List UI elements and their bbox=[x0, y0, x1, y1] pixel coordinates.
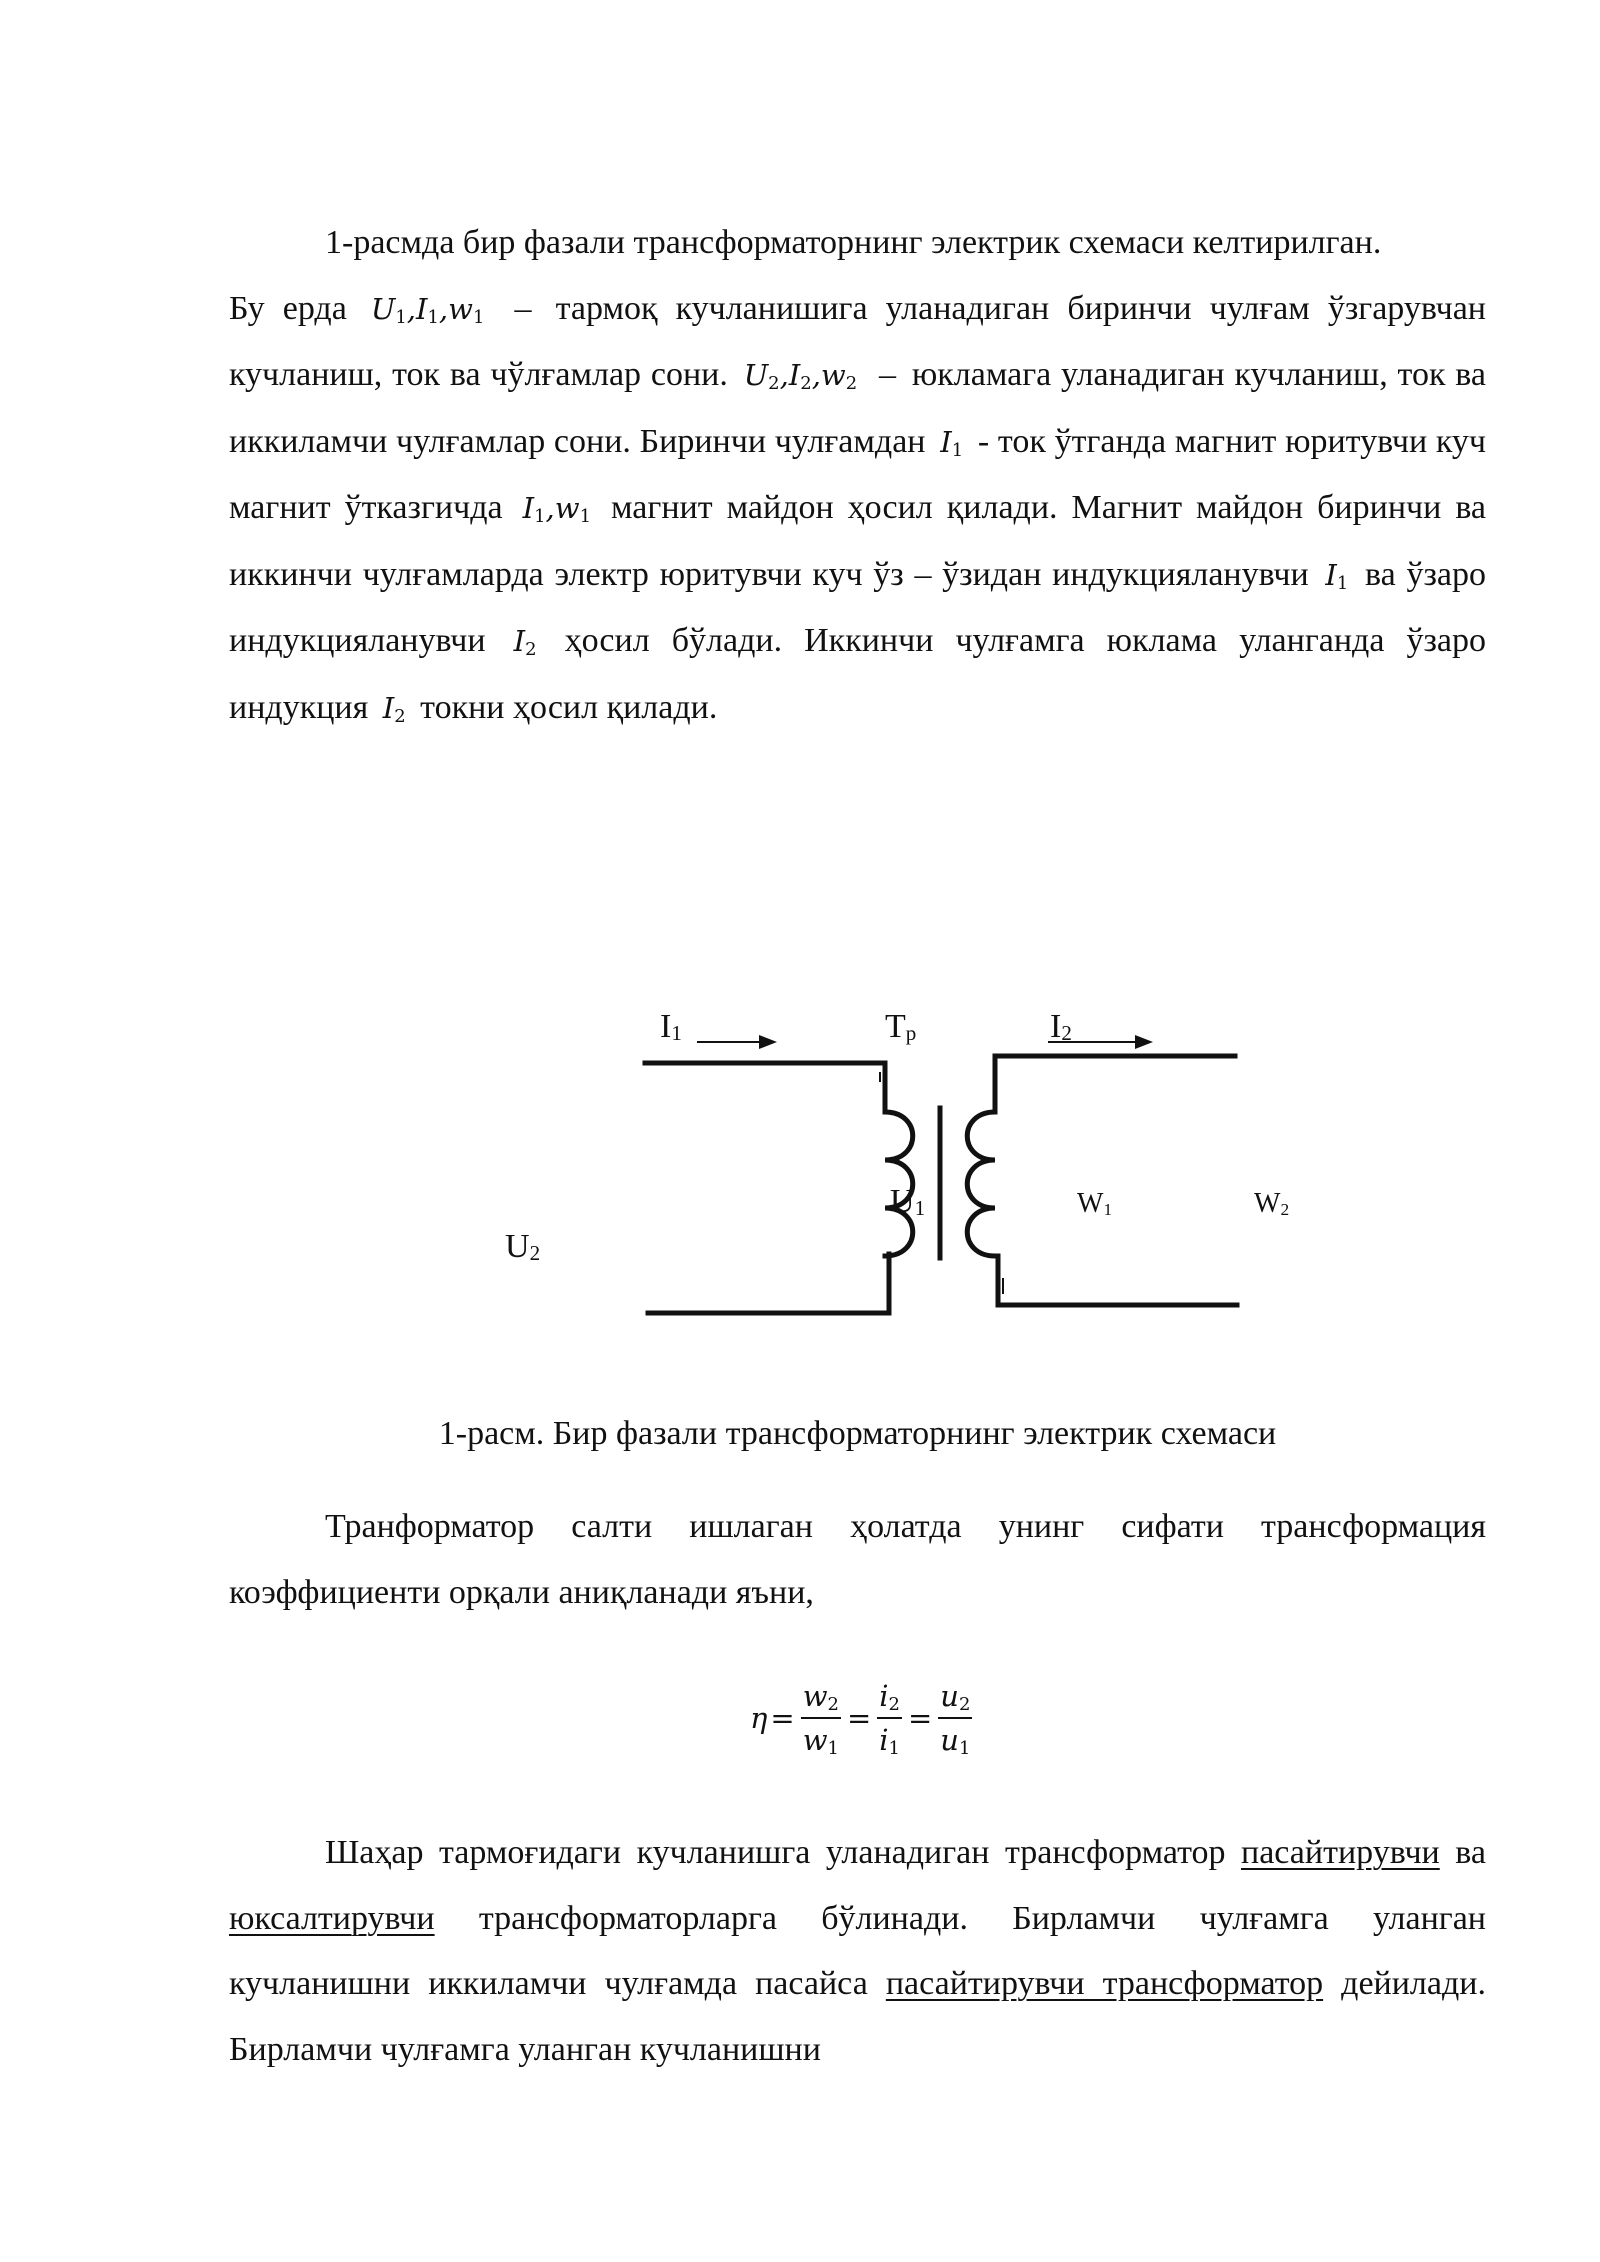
math-i2-a: $I_2$ bbox=[513, 624, 537, 660]
eq-equals-3: = bbox=[907, 1701, 933, 1735]
label-i2: $I_2$ bbox=[1050, 1008, 1072, 1045]
dash-1: – bbox=[514, 289, 532, 327]
paragraph-4 bbox=[229, 1820, 1486, 2082]
math-u2-i2-w2: $U_2,I_2,w_2$ bbox=[743, 358, 858, 394]
transformation-ratio-equation bbox=[750, 1668, 975, 1768]
p2-text-6: ва ўзаро индукцияланувчи bbox=[229, 555, 1486, 659]
math-i2-b: $I_2$ bbox=[382, 690, 406, 727]
arrow-i2-head bbox=[1135, 1035, 1153, 1049]
fraction-i: $\frac{i_2}{i_1}$ bbox=[879, 1679, 900, 1759]
p2-text-8: токни ҳосил қилади. bbox=[420, 688, 718, 726]
figure-caption: 1-расм. Бир фазали трансформаторнинг электрик схемаси bbox=[438, 1415, 1277, 1452]
eq-equals-1: = bbox=[770, 1701, 795, 1735]
label-u1: $U_1$ bbox=[890, 1183, 926, 1220]
math-u1-i1-w1: $U_1,I_1,w_1$ bbox=[370, 291, 485, 328]
link-step-up[interactable]: юксалтирувчи bbox=[229, 1899, 435, 1937]
p2-text-3: юкламага уланадиган кучланиш, ток ва иккиламчи чулғамлар сони. Биринчи чулғамдан bbox=[229, 356, 1486, 460]
p2-text-4: - ток ўтганда магнит юритувчи куч магнит ўтказгичда bbox=[229, 422, 1487, 526]
secondary-top-wire bbox=[995, 1056, 1235, 1112]
math-i1-b: $I_1$ bbox=[1325, 557, 1349, 594]
p2-text-7: ҳосил бўлади. Иккинчи чулғамга юклама уланганда ўзаро индукция bbox=[229, 622, 1487, 726]
p2-text-1: Бу ерда bbox=[229, 289, 347, 327]
p4-text-3: трансформаторларга бўлинади. Бирламчи чулғамга уланган кучланишни иккиламчи чулғамда пасайса bbox=[229, 1899, 1486, 2002]
fraction-w: $\frac{w_2}{w_1}$ bbox=[802, 1679, 839, 1759]
eq-eta: η bbox=[750, 1701, 768, 1735]
paragraph-1 bbox=[229, 210, 1486, 276]
paragraph-2 bbox=[229, 276, 1486, 742]
text-block-types bbox=[229, 1820, 1486, 2082]
math-i1-a: $I_1$ bbox=[940, 424, 964, 461]
text-block-intro bbox=[229, 210, 1486, 741]
dash-2: – bbox=[879, 356, 897, 393]
secondary-coil bbox=[967, 1112, 995, 1256]
math-i1-w1: $I_1,w_1$ bbox=[522, 491, 591, 527]
label-tp: $Т_р$ bbox=[885, 1008, 917, 1045]
primary-top-wire bbox=[645, 1063, 885, 1112]
p4-text-2: ва bbox=[1455, 1834, 1486, 1871]
paragraph-3 bbox=[229, 1494, 1486, 1625]
label-w1: $W_1$ bbox=[1077, 1188, 1113, 1219]
p4-text-4: дейилади. Бирламчи чулғамга уланган кучланишни bbox=[229, 1965, 1486, 2068]
label-i1: $I_1$ bbox=[660, 1008, 682, 1045]
secondary-bottom-wire bbox=[998, 1256, 1237, 1305]
eq-equals-2: = bbox=[846, 1701, 872, 1735]
link-step-down[interactable]: пасайтирувчи bbox=[1241, 1834, 1440, 1871]
text-block-coefficient bbox=[229, 1494, 1486, 1625]
p2-text-2: тармоқ кучланишига уланадиган биринчи чулғам ўзгарувчан кучланиш, ток ва чўлғамлар сони. bbox=[229, 289, 1486, 393]
p2-text-5: магнит майдон ҳосил қилади. Магнит майдон биринчи ва иккинчи чулғамларда электр юритувчи куч ўз – ўзидан индукцияланувчи bbox=[229, 489, 1487, 593]
paragraph-1-text: 1-расмда бир фазали трансформаторнинг электрик схемаси келтирилган. bbox=[325, 224, 1382, 261]
label-w2: $W_2$ bbox=[1254, 1188, 1290, 1219]
arrow-i1-head bbox=[759, 1035, 777, 1049]
p4-text-1: Шаҳар тармоғидаги кучланишга уланадиган трансформатор bbox=[325, 1834, 1226, 1871]
label-u2: $U_2$ bbox=[505, 1228, 541, 1265]
link-step-down-transformer[interactable]: пасайтирувчи трансформатор bbox=[885, 1965, 1324, 2002]
paragraph-3-text: Транформатор салти ишлаган ҳолатда унинг сифати трансформация коэффициенти орқали аниқланади яъни, bbox=[229, 1508, 1486, 1611]
fraction-u: $\frac{u_2}{u_1}$ bbox=[940, 1679, 971, 1759]
primary-bottom-wire bbox=[648, 1254, 889, 1313]
